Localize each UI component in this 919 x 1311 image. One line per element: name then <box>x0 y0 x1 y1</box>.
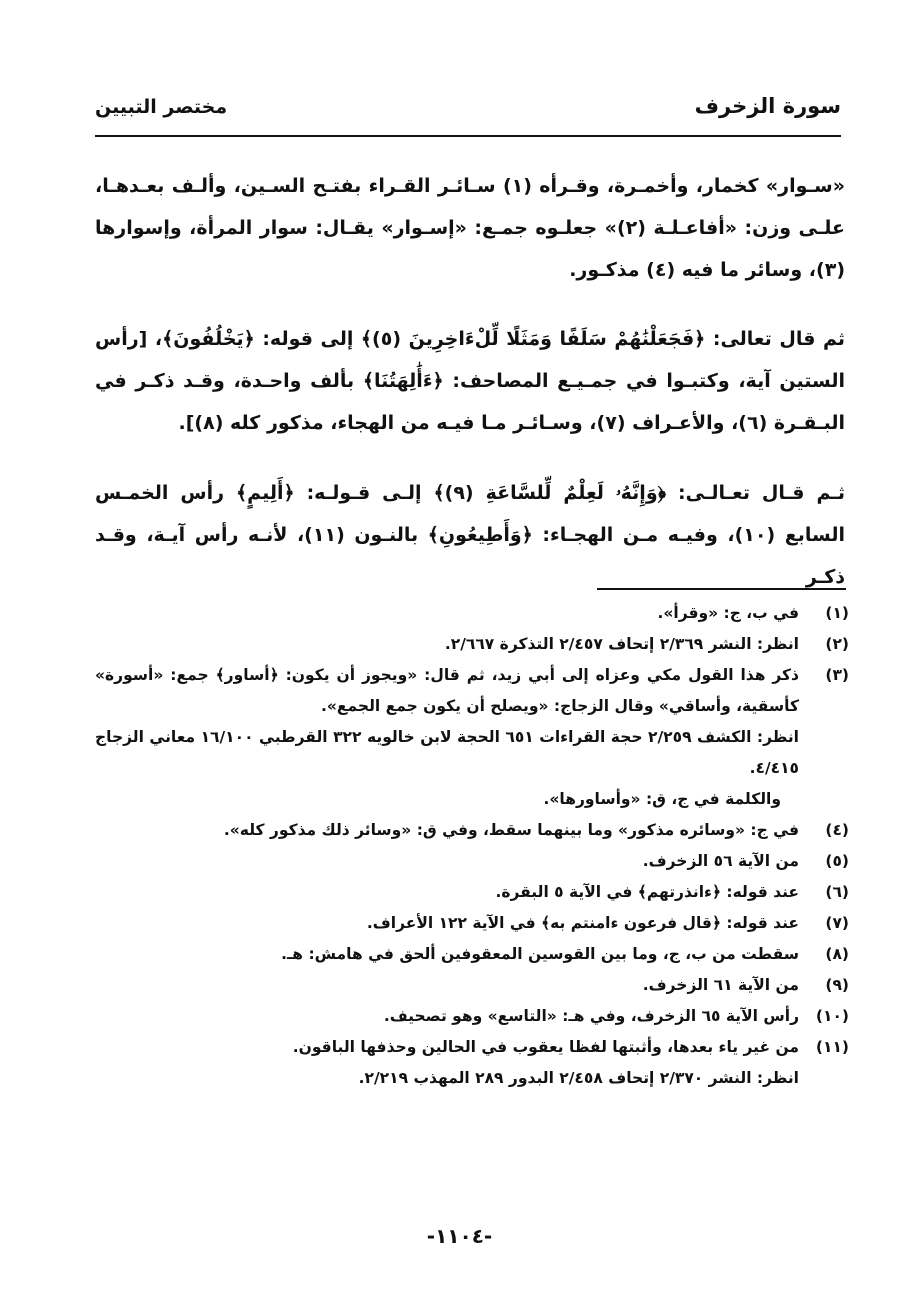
book-title: مختصر التبيين <box>95 96 228 118</box>
surah-title: سورة الزخرف <box>694 94 841 118</box>
footnote-3-continuation: انظر: الكشف ٢/٢٥٩ حجة القراءات ٦٥١ الحجة لابن خالويه ٣٢٢ القرطبي ١٦/١٠٠ معاني الزجاج ٤/٤١٥. <box>95 728 799 777</box>
body-paragraph-2: ثم قال تعالى: ﴿فَجَعَلْنَٰهُمْ سَلَفًا وَمَثَلًا لِّلْءَاخِرِينَ (٥)﴾ إلى قوله: ﴿يَخْلُفُونَ﴾، [رأس الستين آية، وكتبـوا في جمـيـع المصاحف: ﴿ءَأَٰلِهَتُنَا﴾ بألف واحـدة، وقـد ذكـر في البـقـرة (٦)، والأعـراف (٧)، وسـائـر مـا فيـه من الهجاء، مذكور كله (٨)]. <box>95 328 845 434</box>
footnote-3 <box>95 660 849 722</box>
footnote-number: (١١) <box>815 1038 849 1056</box>
footnote-4 <box>95 815 849 846</box>
footnote-text: سقطت من ب، ج، وما بين القوسين المعقوفين ألحق في هامش: هـ. <box>281 945 799 963</box>
footnote-text: في ج: «وسائره مذكور» وما بينهما سقط، وفي ق: «وسائر ذلك مذكور كله». <box>223 821 799 839</box>
footnote-text: من غير ياء بعدها، وأثبتها لفظا يعقوب في الحالين وحذفها الباقون. <box>292 1038 799 1056</box>
header-rule <box>95 135 841 137</box>
footnote-8 <box>95 939 849 970</box>
footnote-text: عند قوله: ﴿قال فرعون ءامنتم به﴾ في الآية ١٢٢ الأعراف. <box>366 914 799 932</box>
footnote-number: (٣) <box>825 666 849 684</box>
footnote-number: (٤) <box>825 821 849 839</box>
footnotes <box>95 598 849 1094</box>
page-number: -١١٠٤- <box>426 1224 493 1248</box>
running-header <box>95 88 841 132</box>
footnote-9 <box>95 970 849 1001</box>
footnote-number: (٦) <box>825 883 849 901</box>
footnote-number: (١) <box>825 604 849 622</box>
footnote-2 <box>95 629 849 660</box>
body-paragraph-1: «سـوار» كخمار، وأخمـرة، وقـرأه (١) سـائـر القـراء بفتـح السـين، وألـف بعـدهـا، علـى وزن: «أفاعـلـة (٢)» جعلـوه جمـع: «إسـوار» يقـال: سوار المرأة، وإسوارها (٣)، وسائر ما فيه (٤) مذكـور. <box>95 175 846 281</box>
footnote-11 <box>95 1032 849 1063</box>
footnote-text: انظر: النشر ٢/٣٦٩ إتحاف ٢/٤٥٧ التذكرة ٢/٦٦٧. <box>444 635 799 653</box>
footnote-number: (٥) <box>825 852 849 870</box>
footnote-number: (١٠) <box>815 1007 849 1025</box>
footnote-1 <box>95 598 849 629</box>
footnote-number: (٨) <box>825 945 849 963</box>
footnote-7 <box>95 908 849 939</box>
footnote-text: من الآية ٦١ الزخرف. <box>642 976 799 994</box>
footnote-5 <box>95 846 849 877</box>
footnote-number: (٧) <box>825 914 849 932</box>
footnote-6 <box>95 877 849 908</box>
footnote-text: عند قوله: ﴿ءانذرتهم﴾ في الآية ٥ البقرة. <box>495 883 799 901</box>
footnote-text: رأس الآية ٦٥ الزخرف، وفي هـ: «التاسع» وهو تصحيف. <box>383 1007 799 1025</box>
footnote-number: (٢) <box>825 635 849 653</box>
footnote-text: ذكر هذا القول مكي وعزاه إلى أبي زيد، ثم قال: «ويجوز أن يكون: ﴿أساور﴾ جمع: «أسورة» كأسقية، وأساقي» وقال الزجاج: «ويصلح أن يكون جمع الجمع». <box>95 666 799 715</box>
footnote-text: من الآية ٥٦ الزخرف. <box>642 852 799 870</box>
footnote-number: (٩) <box>825 976 849 994</box>
footnote-separator <box>597 588 846 590</box>
footnote-10 <box>95 1001 849 1032</box>
body-paragraph-3: ثـم قـال تعـالـى: ﴿وَإِنَّهُۥ لَعِلْمٌ لِّلسَّاعَةِ (٩)﴾ إلـى قـولـه: ﴿أَلِيمٍ﴾ رأس الخمـس السابع (١٠)، وفيـه مـن الهجـاء: ﴿وَأَطِيعُونِ﴾ بالنـون (١١)، لأنـه رأس آيـة، وقـد ذكـر <box>95 482 846 588</box>
footnote-3-continuation: والكلمة في ج، ق: «وأساورها». <box>543 790 781 808</box>
footnote-11-continuation: انظر: النشر ٢/٣٧٠ إتحاف ٢/٤٥٨ البدور ٢٨٩ المهذب ٢/٢١٩. <box>358 1069 799 1087</box>
footnote-text: في ب، ج: «وقرأ». <box>657 604 799 622</box>
